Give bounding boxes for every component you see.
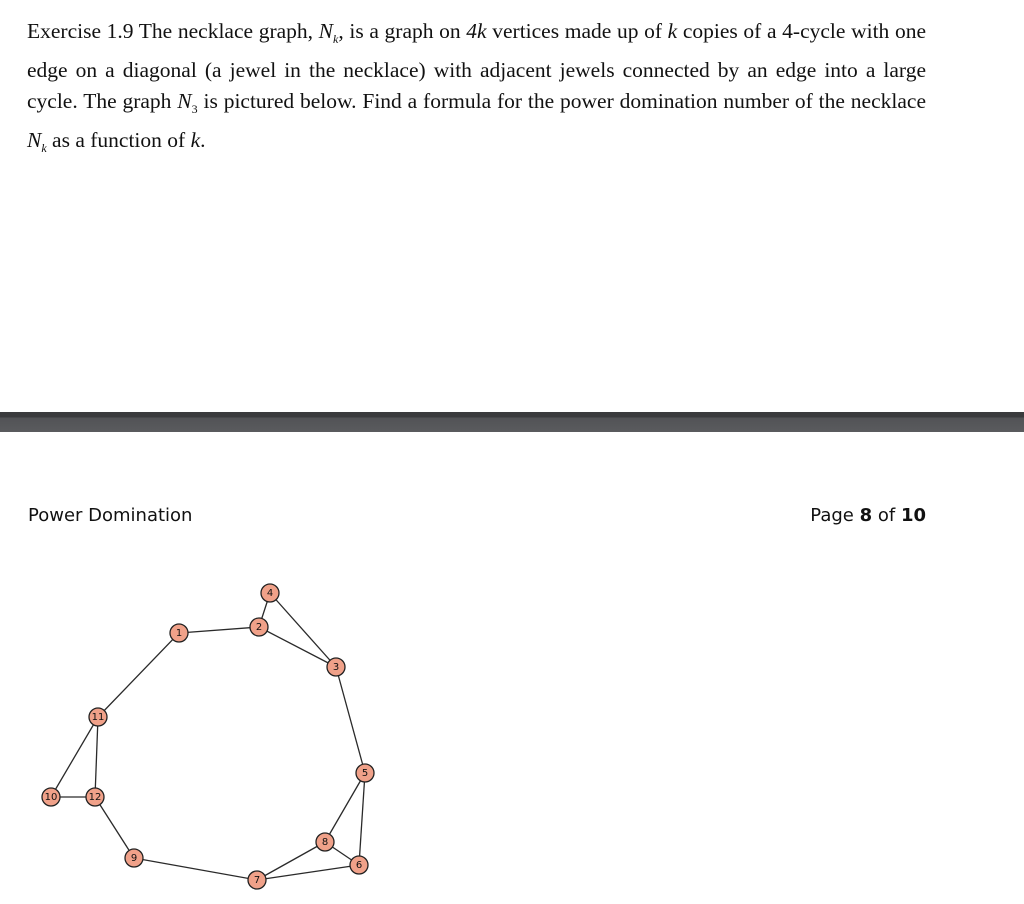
edge-7-9 xyxy=(134,858,257,880)
edge-3-5 xyxy=(336,667,365,773)
page-number: Page 8 of 10 xyxy=(810,505,926,526)
vertex-label-7: 7 xyxy=(253,875,261,886)
exercise-text: Exercise 1.9 The necklace graph, $N_k$, is a graph on 4k vertices made up of k copies of a 4-cycle with one edge on a diagonal (a jewel in the necklace) with adjacent jewels connected by an edge into a large cycle. The graph $N_3$ is pictured below. Find a formula for the power domination number of the necklace $N_k$ as a function of k. xyxy=(27,19,926,155)
edge-9-12 xyxy=(95,797,134,858)
vertex-label-8: 8 xyxy=(321,837,329,848)
vertex-label-5: 5 xyxy=(361,768,369,779)
vertex-9 xyxy=(125,849,143,867)
vertex-4 xyxy=(261,584,279,602)
vertex-label-12: 12 xyxy=(88,792,102,803)
vertex-label-9: 9 xyxy=(130,853,138,864)
vertex-2 xyxy=(250,618,268,636)
vertex-6 xyxy=(350,856,368,874)
edge-2-3 xyxy=(259,627,336,667)
edge-10-11 xyxy=(51,717,98,797)
vertex-label-2: 2 xyxy=(255,622,263,633)
edge-11-1 xyxy=(98,633,179,717)
vertex-label-10: 10 xyxy=(44,792,58,803)
edge-5-8 xyxy=(325,773,365,842)
vertex-label-4: 4 xyxy=(266,588,274,599)
edge-11-12 xyxy=(95,717,98,797)
vertex-5 xyxy=(356,764,374,782)
vertex-3 xyxy=(327,658,345,676)
edge-1-2 xyxy=(179,627,259,633)
vertex-10 xyxy=(42,788,60,806)
vertex-label-11: 11 xyxy=(91,712,105,723)
graph-vertices xyxy=(42,584,374,889)
edge-5-6 xyxy=(359,773,365,865)
edge-6-7 xyxy=(257,865,359,880)
vertex-11 xyxy=(89,708,107,726)
vertex-12 xyxy=(86,788,104,806)
edge-8-7 xyxy=(257,842,325,880)
vertex-1 xyxy=(170,624,188,642)
edge-4-3 xyxy=(270,593,336,667)
page-break-bar xyxy=(0,412,1024,432)
vertex-7 xyxy=(248,871,266,889)
running-header-title: Power Domination xyxy=(28,505,193,526)
vertex-8 xyxy=(316,833,334,851)
vertex-label-1: 1 xyxy=(175,628,183,639)
necklace-graph-n3 xyxy=(0,560,420,900)
vertex-label-6: 6 xyxy=(355,860,363,871)
vertex-label-3: 3 xyxy=(332,662,340,673)
